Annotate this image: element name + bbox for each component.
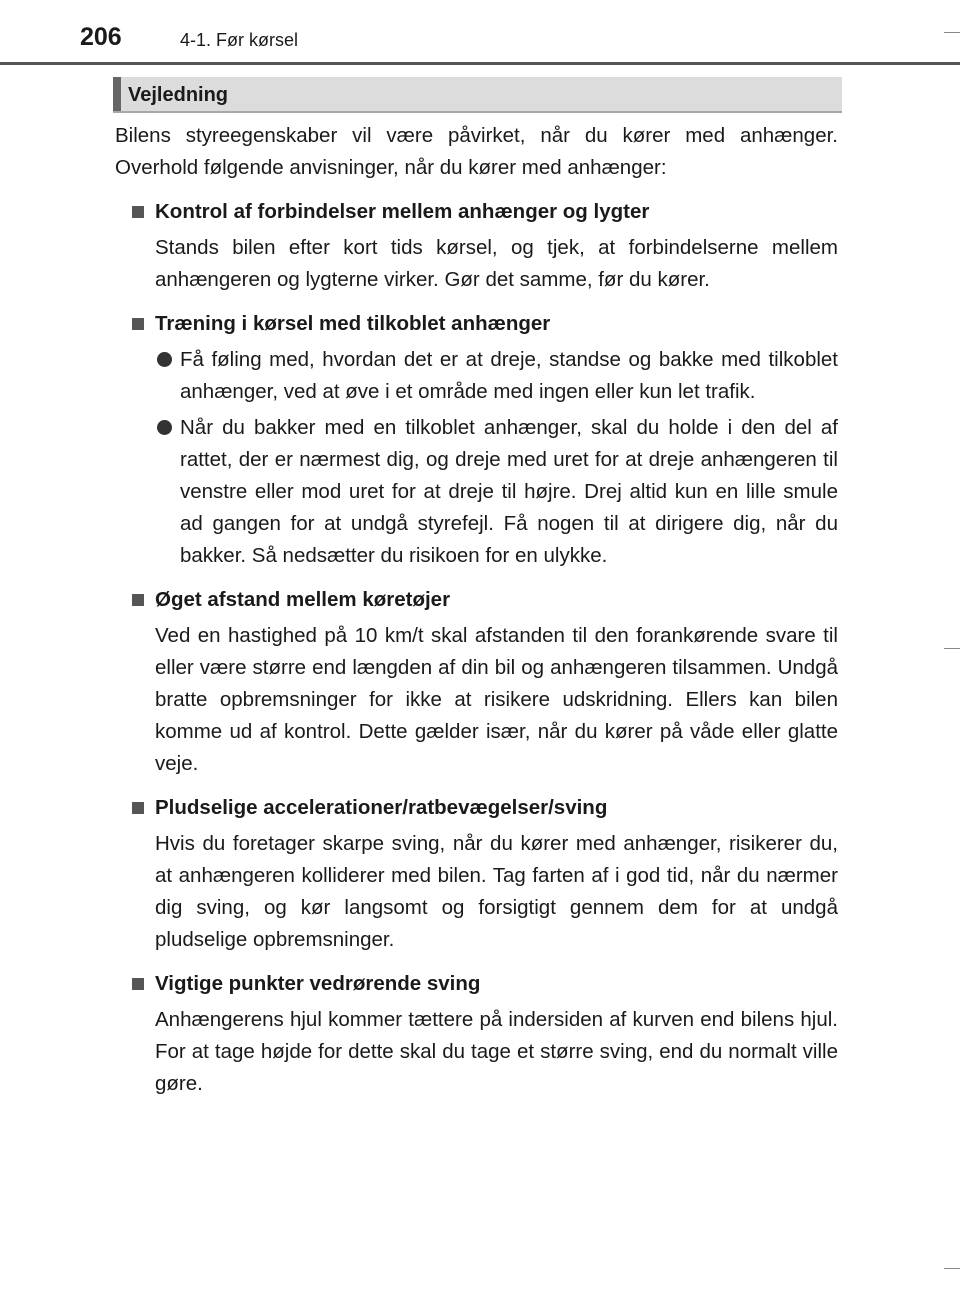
square-bullet-icon: [132, 206, 144, 218]
list-item: [115, 344, 838, 408]
section-heading-text: Vigtige punkter vedrørende sving: [155, 972, 481, 995]
section-heading: [115, 792, 838, 824]
crop-mark: [944, 648, 960, 649]
banner-accent-bar: [113, 77, 121, 111]
square-bullet-icon: [132, 318, 144, 330]
square-bullet-icon: [132, 594, 144, 606]
crop-mark: [944, 32, 960, 33]
banner-title: Vejledning: [128, 84, 229, 106]
page-number: 206: [80, 23, 122, 51]
crop-mark: [944, 1268, 960, 1269]
section-heading-text: Træning i kørsel med tilkoblet anhænger: [155, 312, 551, 335]
section-connections: [115, 196, 838, 296]
square-bullet-icon: [132, 978, 144, 990]
section-turning: [115, 968, 838, 1100]
section-heading-text: Pludselige accelerationer/ratbevægelser/sving: [155, 796, 608, 819]
list-item: [115, 412, 838, 572]
list-item-text: Når du bakker med en tilkoblet anhænger, skal du holde i den del af rattet, der er nærmest dig, og dreje med uret for at dreje anhængeren til venstre eller mod uret for at dreje til højre. Drej altid kun en lille smule ad gangen for at undgå styrefejl. Få nogen til at dirigere dig, når du bakker. Så nedsætter du risikoen for en ulykke.: [180, 416, 838, 567]
list-item-text: Få føling med, hvordan det er at dreje, standse og bakke med tilkoblet anhænger, ved at øve i et område med ingen eller kun let trafik.: [180, 348, 838, 403]
intro-paragraph: Bilens styreegenskaber vil være påvirket, når du kører med anhænger. Overhold følgende anvisninger, når du kører med anhænger:: [115, 124, 838, 179]
round-bullet-icon: [157, 352, 172, 367]
section-sudden-moves: [115, 792, 838, 956]
section-label: 4-1. Før kørsel: [180, 30, 299, 50]
round-bullet-icon: [157, 420, 172, 435]
section-heading-text: Kontrol af forbindelser mellem anhænger og lygter: [155, 200, 650, 223]
section-distance: [115, 584, 838, 780]
section-heading-text: Øget afstand mellem køretøjer: [155, 588, 451, 611]
content: [115, 120, 838, 1112]
section-heading: [115, 968, 838, 1000]
section-heading: [115, 196, 838, 228]
section-training: [115, 308, 838, 572]
section-body: Ved en hastighed på 10 km/t skal afstanden til den forankørende svare til eller være større end længden af din bil og anhængeren tilsammen. Undgå bratte opbremsninger for ikke at risikere udskridning. Ellers kan bilen komme ud af kontrol. Dette gælder især, når du kører på våde eller glatte veje.: [155, 624, 838, 775]
header-rule: [0, 62, 960, 65]
section-heading: [115, 308, 838, 340]
section-body: Hvis du foretager skarpe sving, når du kører med anhænger, risikerer du, at anhængeren kolliderer med bilen. Tag farten af i god tid, når du nærmer dig sving, og kør langsomt og forsigtigt gennem dem for at undgå pludselige opbremsninger.: [155, 832, 838, 951]
section-body: Anhængerens hjul kommer tættere på indersiden af kurven end bilens hjul. For at tage højde for dette skal du tage et større sving, end du normalt ville gøre.: [155, 1008, 838, 1095]
square-bullet-icon: [132, 802, 144, 814]
section-body: Stands bilen efter kort tids kørsel, og tjek, at forbindelserne mellem anhængeren og lygterne virker. Gør det samme, før du kører.: [155, 236, 838, 291]
section-heading: [115, 584, 838, 616]
guideline-banner: [113, 77, 842, 113]
